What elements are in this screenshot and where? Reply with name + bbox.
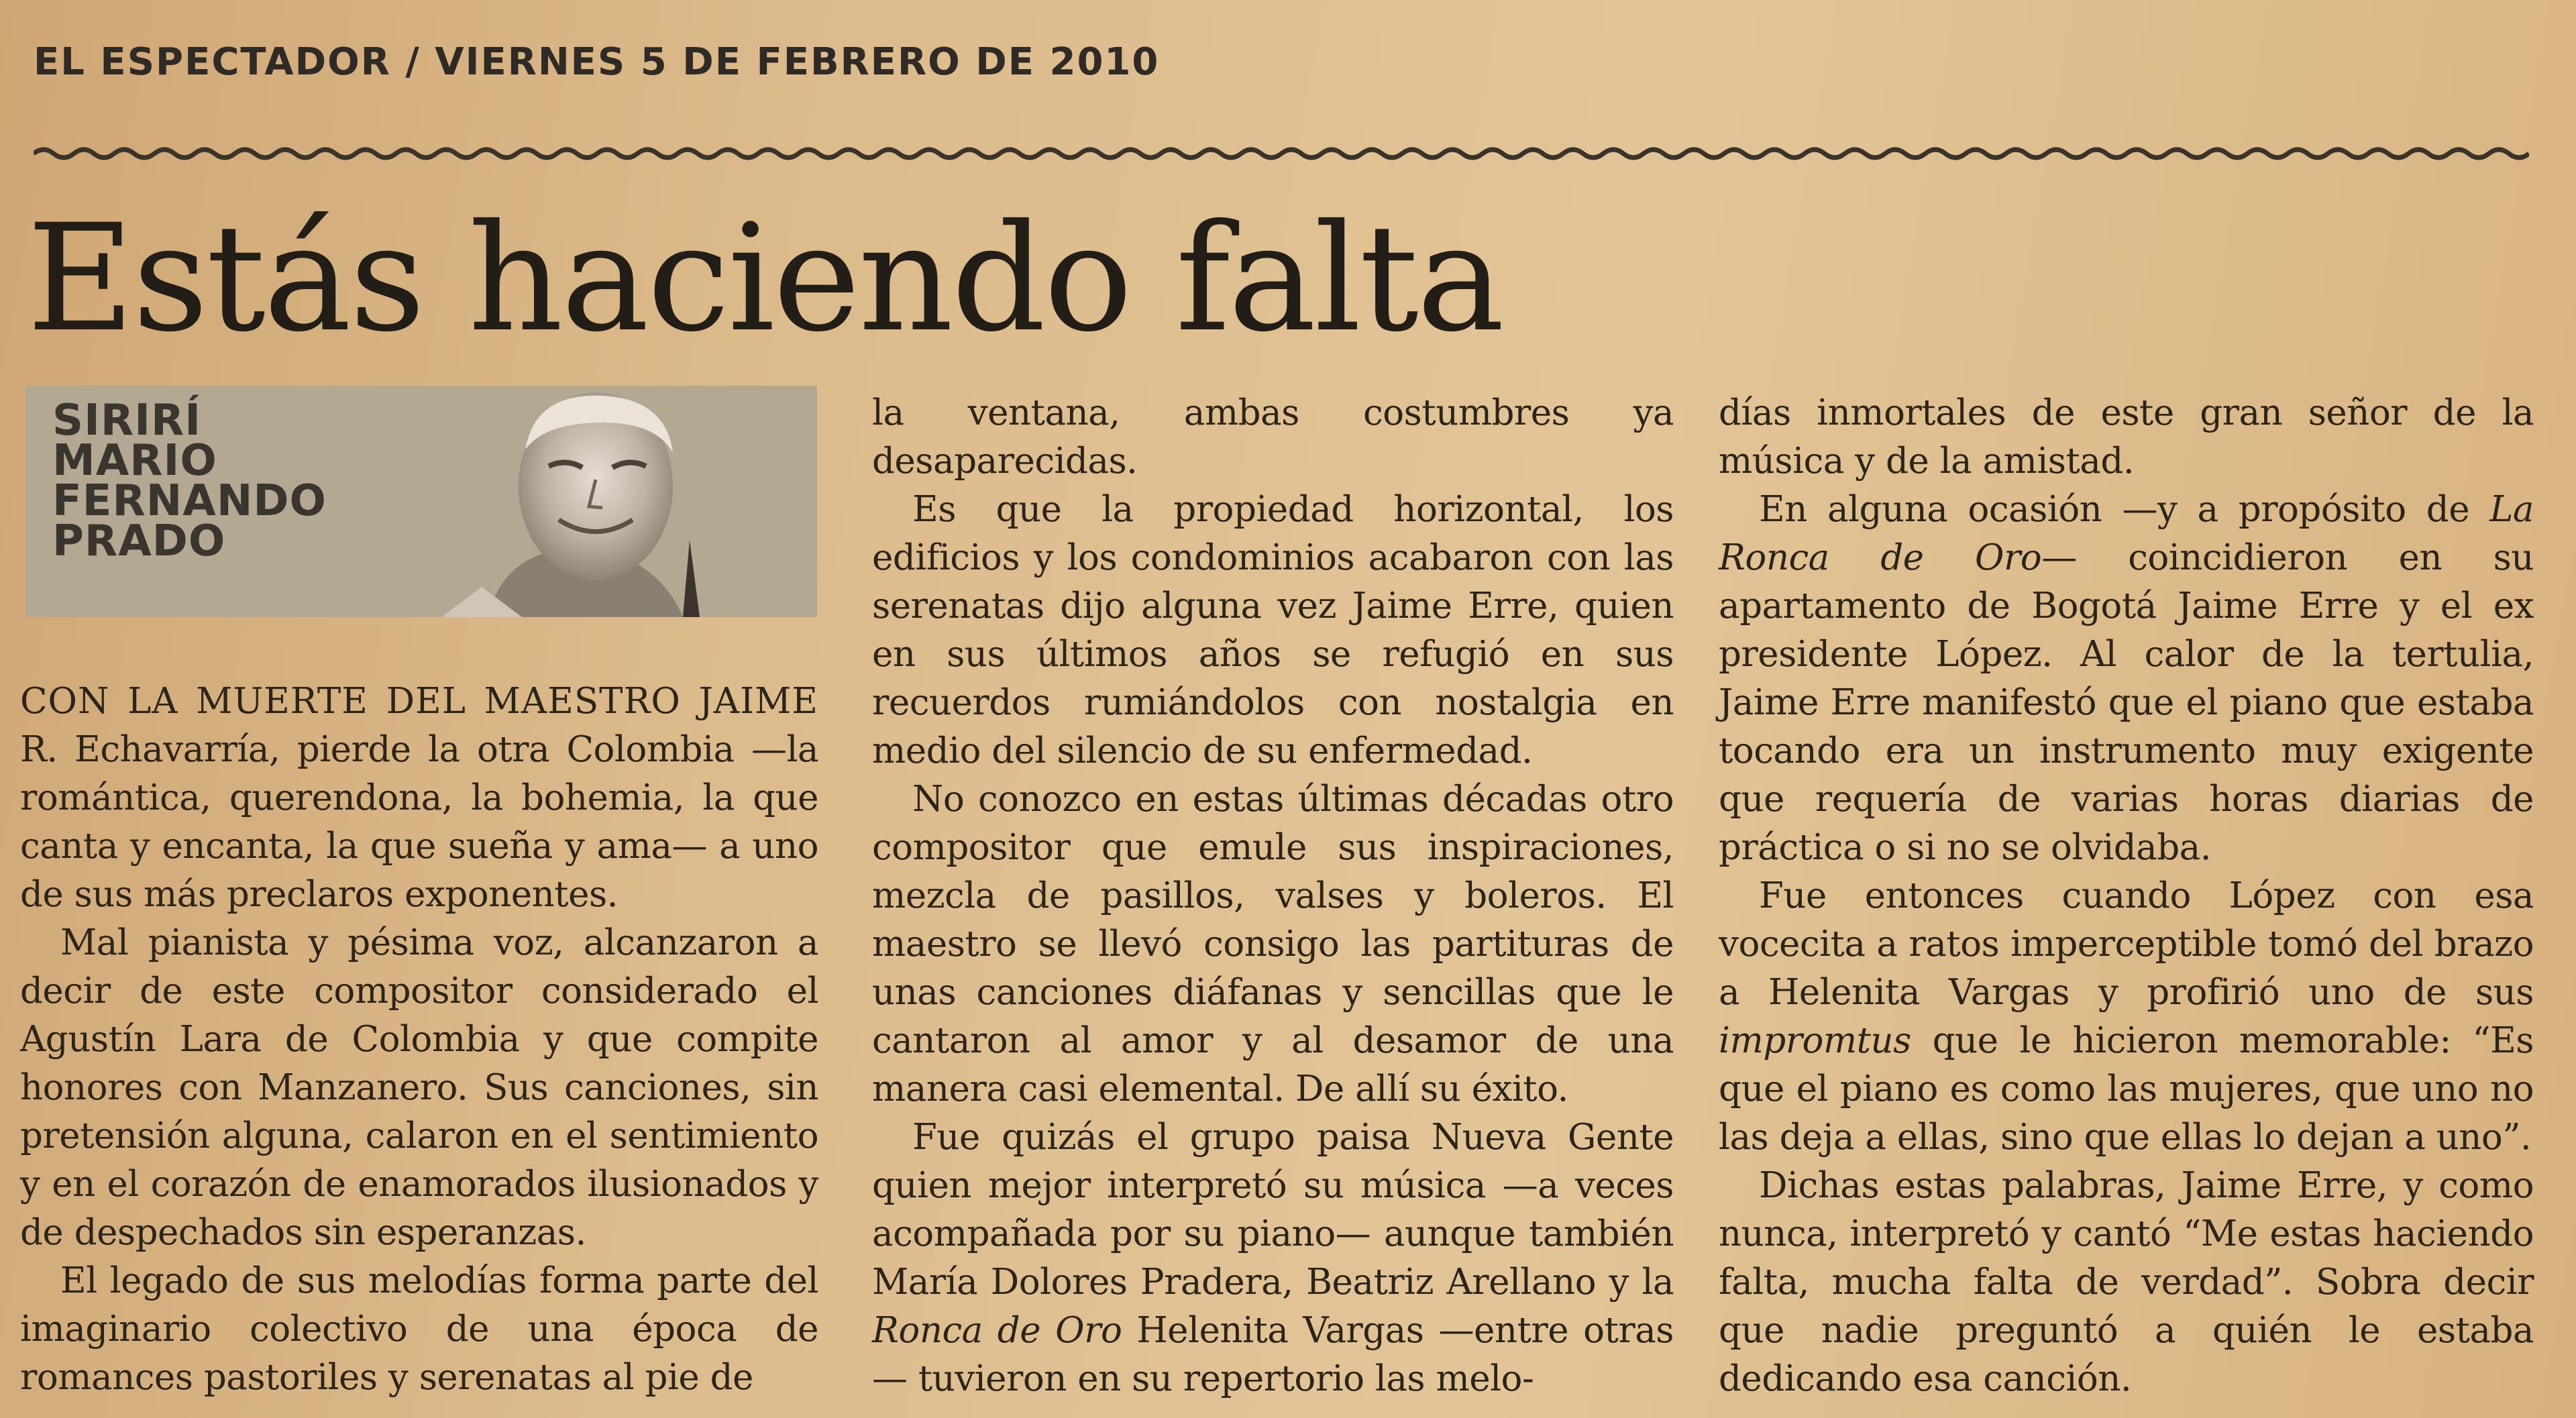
- byline-text: [52, 396, 327, 566]
- paragraph-1-text: R. Echavarría, pierde la otra Colombia —la romántica, querendona, la bohemia, la que canta y encanta, la que sueña y ama— a uno de sus más preclaros exponentes.: [20, 729, 818, 915]
- byline-author-line-3: PRADO: [52, 516, 226, 566]
- paragraph-10: [1719, 872, 2534, 1162]
- byline-author-line-1: MARIO: [52, 436, 217, 486]
- paragraph-7: [872, 1113, 1674, 1403]
- author-portrait-image: [401, 386, 817, 617]
- paragraph-3: El legado de sus melodías forma parte del imaginario colectivo de una época de romances pastoriles y serenatas al pie de: [20, 1260, 818, 1398]
- paragraph-9: [1719, 486, 2534, 872]
- dateline: EL ESPECTADOR / VIERNES 5 DE FEBRERO DE 2010: [34, 40, 1160, 84]
- article-column-2: [872, 389, 1674, 1403]
- paragraph-10-text-b: que le hicieron memorable: “Es que el piano es como las mujeres, que uno no las deja a ellas, sino que ellas lo dejan a uno”.: [1719, 1020, 2534, 1158]
- paragraph-7-text-b: Helenita Vargas —entre otras— tuvieron en su repertorio las melo-: [872, 1310, 1674, 1399]
- paragraph-9-text-a: En alguna ocasión —y a propósito de: [1759, 489, 2490, 530]
- paragraph-1: [20, 677, 818, 919]
- article-column-3: [1719, 389, 2534, 1403]
- lead-in-caps: CON LA MUERTE DEL MAESTRO JAIME: [20, 681, 818, 722]
- byline-box: [25, 386, 817, 617]
- paragraph-11: Dichas estas palabras, Jaime Erre, y como nunca, interpretó y cantó “Me estas haciendo falta, mucha falta de verdad”. Sobra decir que nadie preguntó a quién le estaba dedicando esa canción.: [1719, 1165, 2534, 1399]
- paragraph-7-italic: Ronca de Oro: [872, 1310, 1122, 1351]
- paragraph-10-italic: impromtus: [1719, 1020, 1911, 1061]
- byline-section: SIRIRÍ: [52, 396, 202, 445]
- paragraph-5: Es que la propiedad horizontal, los edificios y los condominios acabaron con las serenatas dijo alguna vez Jaime Erre, quien en sus últimos años se refugió en sus recuerdos rumiándolos con nostalgia en medio del silencio de su enfermedad.: [872, 489, 1674, 771]
- paragraph-9-text-b: — coincidieron en su apartamento de Bogotá Jaime Erre y el ex presidente López. Al calor de la tertulia, Jaime Erre manifestó que el piano que estaba tocando era un instrumento muy exigente que requería de varias horas diarias de práctica o si no se olvidaba.: [1719, 537, 2534, 868]
- byline-author-line-2: FERNANDO: [52, 476, 327, 526]
- paragraph-4: la ventana, ambas costumbres ya desaparecidas.: [872, 392, 1674, 482]
- paragraph-2: Mal pianista y pésima voz, alcanzaron a decir de este compositor considerado el Agustín Lara de Colombia y que compite honores con Manzanero. Sus canciones, sin pretensión alguna, calaron en el sentimiento y en el corazón de enamorados ilusionados y de despechados sin esperanzas.: [20, 922, 818, 1253]
- headline: Estás haciendo falta: [27, 193, 1503, 364]
- paragraph-7-text-a: Fue quizás el grupo paisa Nueva Gente quien mejor interpretó su música —a veces acompañada por su piano— aunque también María Dolores Pradera, Beatriz Arellano y la: [872, 1117, 1674, 1303]
- paragraph-8: días inmortales de este gran señor de la música y de la amistad.: [1719, 392, 2534, 482]
- decorative-wavy-rule: [34, 142, 2529, 165]
- paragraph-9-italic: La Ronca de Oro: [1719, 489, 2534, 578]
- paragraph-6: No conozco en estas últimas décadas otro compositor que emule sus inspiraciones, mezcla de pasillos, valses y boleros. El maestro se llevó consigo las partituras de unas canciones diáfanas y sencillas que le cantaron al amor y al desamor de una manera casi elemental. De allí su éxito.: [872, 779, 1674, 1109]
- paragraph-10-text-a: Fue entonces cuando López con esa vocecita a ratos imperceptible tomó del brazo a Helenita Vargas y profirió uno de sus: [1719, 875, 2534, 1013]
- article-column-1: [20, 677, 818, 1402]
